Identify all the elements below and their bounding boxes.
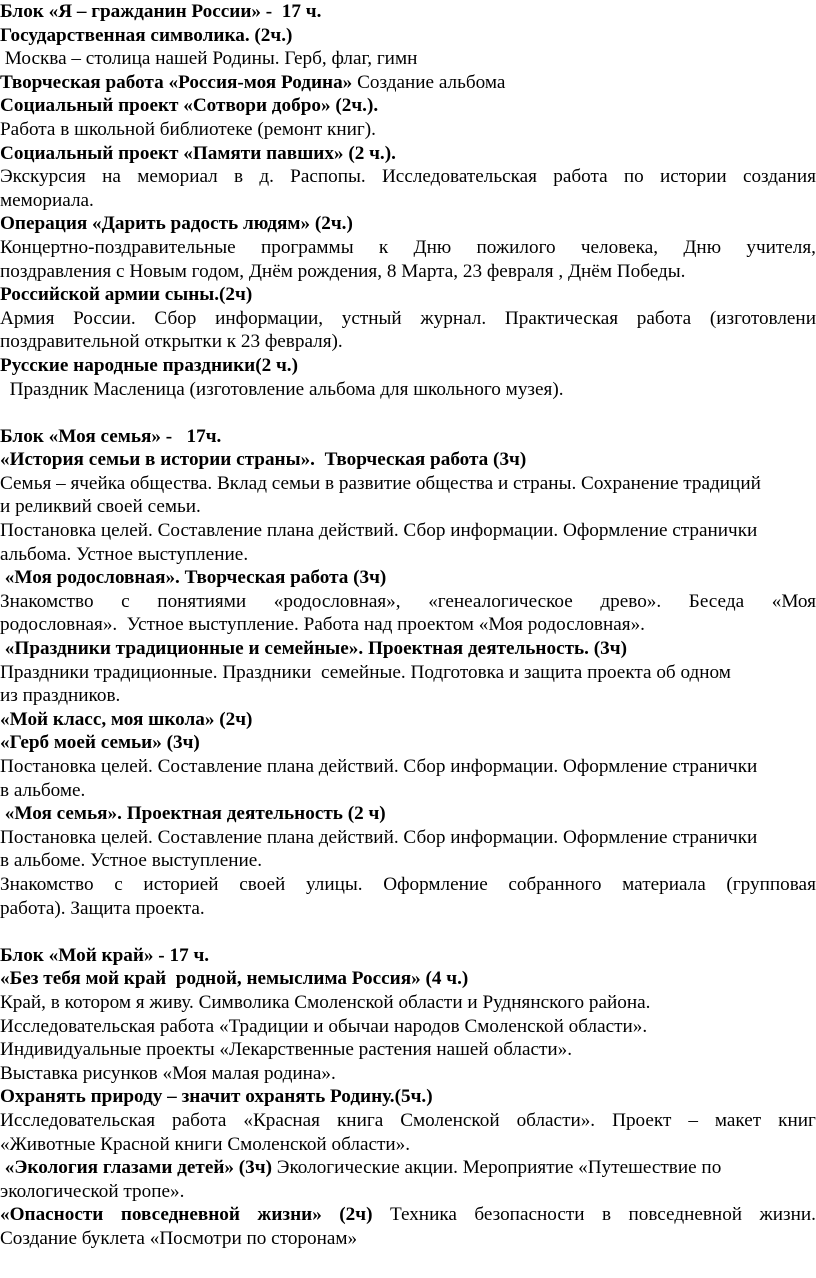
section-heading <box>0 802 816 826</box>
section-heading <box>0 708 816 732</box>
word: материала <box>622 873 706 895</box>
plain-text: Праздники традиционные. Праздники семейные. Подготовка и защита проекта об одном <box>0 661 731 683</box>
word: Армия <box>0 307 55 329</box>
text-line <box>0 613 816 637</box>
plain-text: альбома. Устное выступление. <box>0 543 249 565</box>
plain-text: Исследовательская работа «Традиции и обычаи народов Смоленской области». <box>0 1015 648 1037</box>
section-heading <box>0 637 816 661</box>
word: работа <box>172 1109 227 1131</box>
word: Дню <box>683 236 722 258</box>
word: истории <box>660 166 727 188</box>
bold-text: Охранять природу – значит охранять Родину.(5ч.) <box>0 1086 433 1108</box>
word: Сбор <box>154 307 197 329</box>
word: (групповая <box>726 873 816 895</box>
word: безопасности <box>474 1204 585 1226</box>
plain-text: Праздник Масленица (изготовление альбома для школьного музея). <box>0 378 564 400</box>
word: «Красная <box>243 1109 320 1131</box>
section-heading <box>0 142 816 166</box>
word: Знакомство <box>0 590 94 612</box>
text-line <box>0 590 816 614</box>
plain-text: Край, в котором я живу. Символика Смоленской области и Руднянского района. <box>0 991 651 1013</box>
word: с <box>114 873 123 895</box>
word: «родословная», <box>273 590 401 612</box>
section-heading <box>0 212 816 236</box>
word: Беседа <box>688 590 745 612</box>
plain-text: Москва – столица нашей Родины. Герб, флаг, гимн <box>0 48 418 70</box>
plain-text: Постановка целей. Составление плана действий. Сбор информации. Оформление странички <box>0 520 758 542</box>
blank-line <box>0 401 816 425</box>
word: создания <box>742 166 816 188</box>
word: Проект <box>612 1109 672 1131</box>
word: человека, <box>580 236 659 258</box>
word: улицы. <box>306 873 363 895</box>
bold-text: Блок «Я – гражданин России» - 17 ч. <box>0 1 322 22</box>
bold-text: «Моя родословная». Творческая работа (3ч) <box>0 567 387 589</box>
bold-text: «Праздники традиционные и семейные». Проектная деятельность. (3ч) <box>0 638 627 660</box>
text-line <box>0 519 816 543</box>
text-line <box>0 826 816 850</box>
word: к <box>378 236 389 258</box>
section-heading <box>0 731 816 755</box>
word: Экскурсия <box>0 166 86 188</box>
bold-text: Государственная символика. (2ч.) <box>0 24 293 46</box>
word: макет <box>714 1109 762 1131</box>
word: «Опасности <box>0 1204 104 1226</box>
text-line <box>0 378 816 402</box>
text-line <box>0 1227 816 1251</box>
section-heading <box>0 944 816 968</box>
text-line <box>0 71 816 95</box>
section-heading <box>0 967 816 991</box>
word: Дню <box>413 236 452 258</box>
word: учителя, <box>746 236 816 258</box>
section-heading <box>0 425 816 449</box>
word: устный <box>341 307 402 329</box>
bold-text: Социальный проект «Сотвори добро» (2ч.). <box>0 95 379 117</box>
word: Концертно-поздравительные <box>0 236 236 258</box>
bold-text: Творческая работа «Россия-моя Родина» <box>0 71 353 93</box>
text-line <box>0 1156 816 1180</box>
word: Распопы. <box>290 166 366 188</box>
section-heading <box>0 448 816 472</box>
word: (изготовлени <box>709 307 816 329</box>
word: повседневной <box>628 1204 743 1226</box>
plain-text: Выставка рисунков «Моя малая родина». <box>0 1062 336 1084</box>
text-line <box>0 755 816 779</box>
word: по <box>623 166 644 188</box>
word: Практическая <box>504 307 619 329</box>
plain-text: экологической тропе». <box>0 1180 185 1202</box>
plain-text: в альбоме. <box>0 779 86 801</box>
plain-text: Создание буклета «Посмотри по сторонам» <box>0 1227 358 1249</box>
plain-text: Экологические акции. Мероприятие «Путешествие по <box>271 1157 722 1179</box>
plain-text: Индивидуальные проекты «Лекарственные растения нашей области». <box>0 1039 573 1061</box>
word: работа <box>636 307 692 329</box>
plain-text: Семья – ячейка общества. Вклад семьи в развитие общества и страны. Сохранение традиций <box>0 472 761 494</box>
text-line <box>0 1109 816 1133</box>
word: на <box>102 166 121 188</box>
bold-text: Русские народные праздники(2 ч.) <box>0 354 298 376</box>
word: области». <box>516 1109 596 1131</box>
word: «Моя <box>771 590 816 612</box>
text-line <box>0 1180 816 1204</box>
bold-text: Российской армии сыны.(2ч) <box>0 284 253 306</box>
text-line <box>0 661 816 685</box>
word: Оформление <box>383 873 488 895</box>
text-line <box>0 1133 816 1157</box>
bold-text: Социальный проект «Памяти павших» (2 ч.). <box>0 142 396 164</box>
text-line <box>0 330 816 354</box>
word: работа <box>553 166 608 188</box>
plain-text: «Животные Красной книги Смоленской области». <box>0 1133 411 1155</box>
section-heading <box>0 566 816 590</box>
bold-text: «Экология глазами детей» (3ч) <box>0 1157 272 1179</box>
word: жизни» <box>257 1204 322 1226</box>
word: д. <box>259 166 274 188</box>
plain-text: Постановка целей. Составление плана действий. Сбор информации. Оформление странички <box>0 756 758 777</box>
word: с <box>121 590 130 612</box>
plain-text: поздравительной открытки к 23 февраля). <box>0 331 343 353</box>
bold-text: «История семьи в истории страны». Творческая работа (3ч) <box>0 449 527 471</box>
text-line <box>0 849 816 873</box>
bold-text: «Герб моей семьи» (3ч) <box>0 732 200 754</box>
word: России. <box>73 307 136 329</box>
word: понятиями <box>157 590 247 612</box>
word: Смоленской <box>400 1109 500 1131</box>
word: собранного <box>508 873 602 895</box>
text-line <box>0 873 816 897</box>
word: «генеалогическое <box>428 590 573 612</box>
text-line <box>0 684 816 708</box>
text-line <box>0 307 816 331</box>
plain-text: и реликвий своей семьи. <box>0 496 201 518</box>
bold-text: Блок «Мой край» - 17 ч. <box>0 944 210 966</box>
plain-text: мемориала. <box>0 189 94 211</box>
word: жизни. <box>759 1204 816 1226</box>
word: историей <box>143 873 219 895</box>
text-line <box>0 1203 816 1227</box>
section-heading <box>0 94 816 118</box>
blank-line <box>0 920 816 944</box>
word: – <box>688 1109 698 1131</box>
plain-text: родословная». Устное выступление. Работа над проектом «Моя родословная». <box>0 614 645 636</box>
word: повседневной <box>120 1204 240 1226</box>
plain-text: Постановка целей. Составление плана действий. Сбор информации. Оформление странички <box>0 826 758 848</box>
section-heading <box>0 283 816 307</box>
bold-text: «Моя семья». Проектная деятельность (2 ч) <box>0 803 386 825</box>
section-heading <box>0 0 816 24</box>
word: Техника <box>389 1204 457 1226</box>
word: в <box>601 1204 612 1226</box>
text-line <box>0 1038 816 1062</box>
text-line <box>0 165 816 189</box>
bold-text: «Без тебя мой край родной, немыслима Россия» (4 ч.) <box>0 968 469 990</box>
word: (2ч) <box>339 1204 373 1226</box>
text-line <box>0 991 816 1015</box>
word: мемориал <box>137 166 218 188</box>
text-line <box>0 260 816 284</box>
text-line <box>0 1062 816 1086</box>
word: пожилого <box>476 236 556 258</box>
text-line <box>0 472 816 496</box>
bold-text: «Мой класс, моя школа» (2ч) <box>0 708 253 730</box>
word: информации, <box>215 307 324 329</box>
word: древо». <box>600 590 662 612</box>
plain-text: работа). Защита проекта. <box>0 897 205 919</box>
text-line <box>0 779 816 803</box>
text-line <box>0 236 816 260</box>
text-line <box>0 118 816 142</box>
bold-text: Блок «Моя семья» - 17ч. <box>0 425 222 447</box>
section-heading <box>0 354 816 378</box>
text-line <box>0 495 816 519</box>
word: Знакомство <box>0 873 94 895</box>
section-heading <box>0 1085 816 1109</box>
plain-text: поздравления с Новым годом, Днём рождения, 8 Марта, 23 февраля , Днём Победы. <box>0 260 686 282</box>
word: своей <box>239 873 286 895</box>
plain-text: Работа в школьной библиотеке (ремонт книг). <box>0 118 376 140</box>
bold-text: Операция «Дарить радость людям» (2ч.) <box>0 213 353 235</box>
word: в <box>234 166 244 188</box>
plain-text: Создание альбома <box>352 71 506 93</box>
word: Исследовательская <box>381 166 537 188</box>
word: программы <box>260 236 354 258</box>
text-line <box>0 897 816 921</box>
plain-text: в альбоме. Устное выступление. <box>0 850 263 872</box>
word: журнал. <box>420 307 487 329</box>
plain-text: из праздников. <box>0 685 121 707</box>
word: книг <box>778 1109 816 1131</box>
text-line <box>0 47 816 71</box>
text-line <box>0 189 816 213</box>
word: книга <box>336 1109 384 1131</box>
text-line <box>0 543 816 567</box>
text-line <box>0 1015 816 1039</box>
section-heading <box>0 24 816 48</box>
word: Исследовательская <box>0 1109 156 1131</box>
